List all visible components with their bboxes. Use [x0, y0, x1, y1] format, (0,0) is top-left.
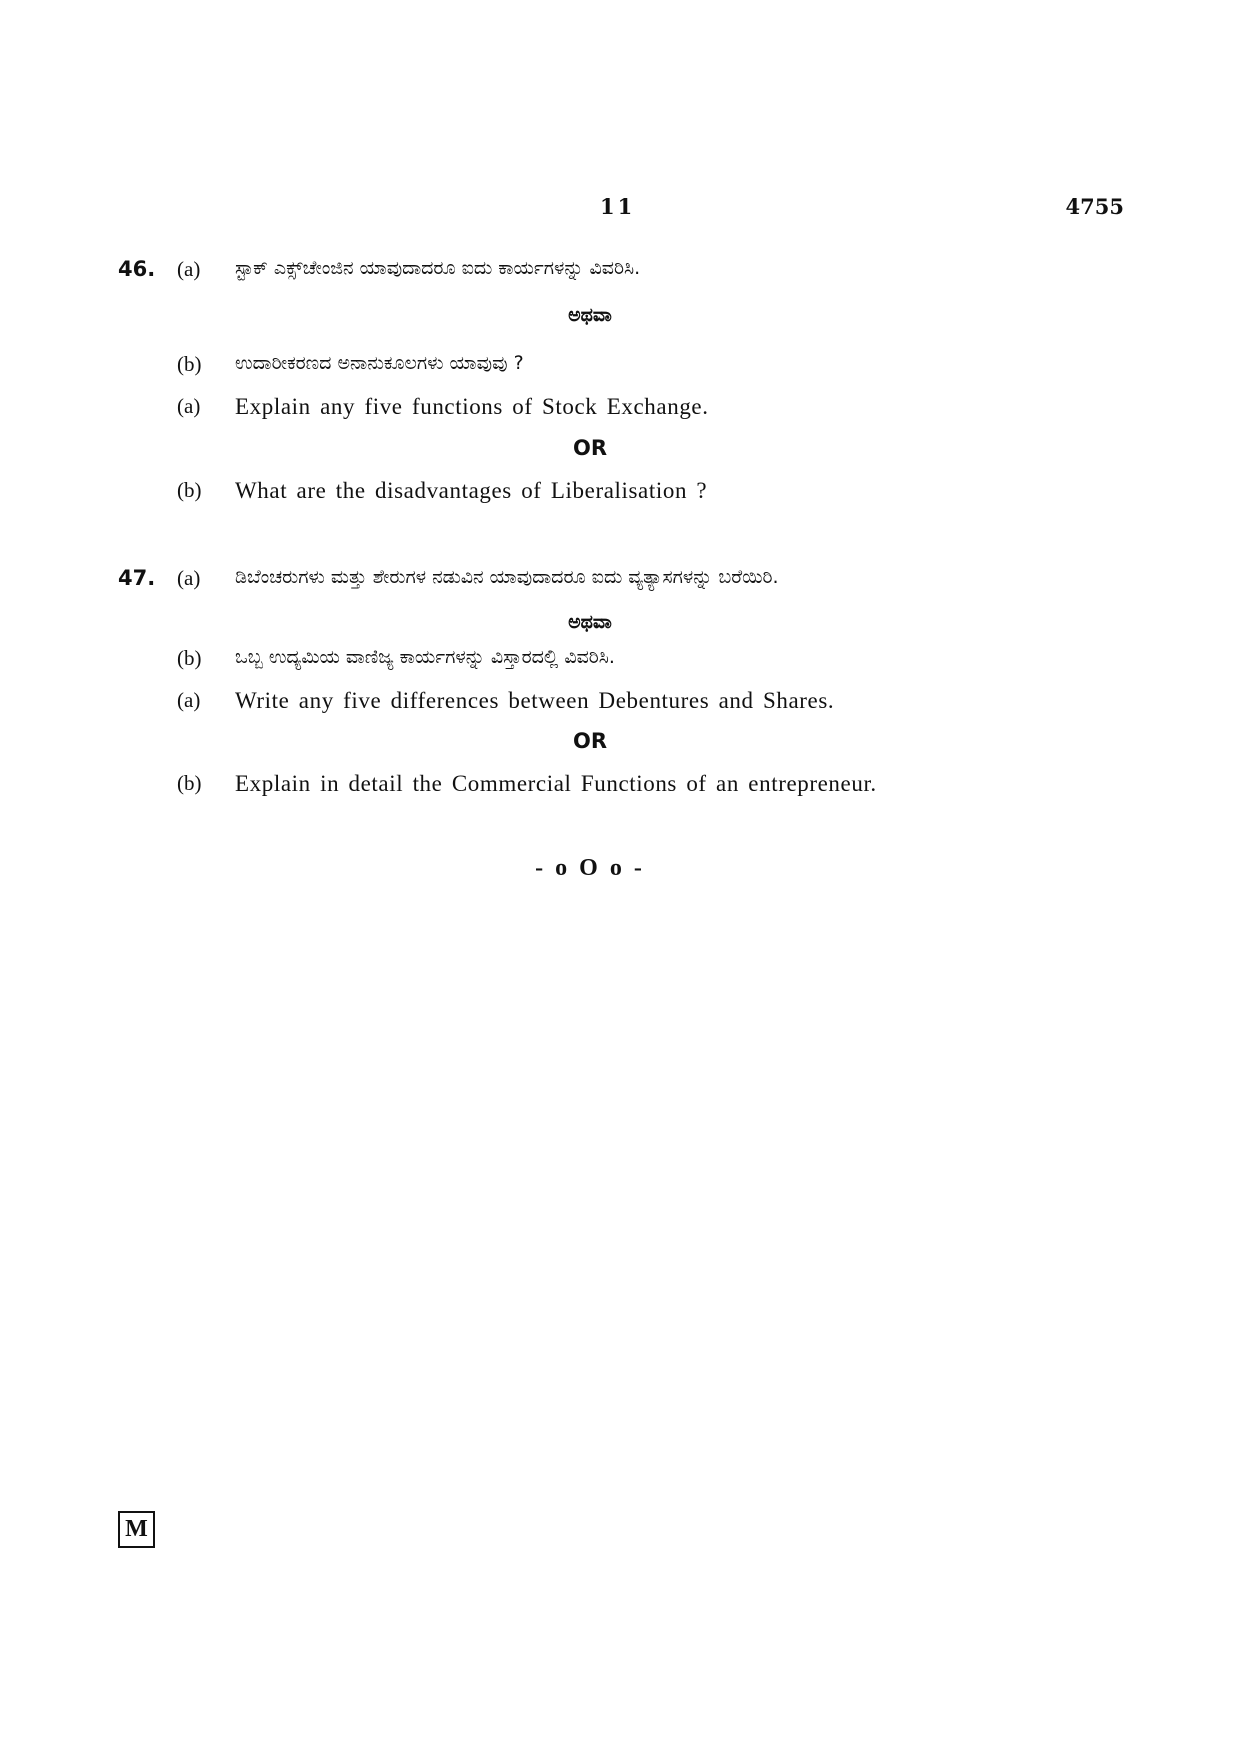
question-part [177, 352, 1140, 382]
or-separator-kannada: ಅಥವಾ [568, 304, 612, 326]
question-number: 47. [118, 566, 156, 590]
medium-mark-box: M [118, 1511, 155, 1548]
question-part [177, 394, 1140, 424]
or-separator-kannada: ಅಥವಾ [568, 611, 612, 633]
question-part [177, 566, 1140, 596]
question-part [177, 646, 1140, 676]
page-number: 11 [600, 194, 636, 219]
question-number: 46. [118, 257, 156, 281]
kannada-question-text: ಒಬ್ಬ ಉದ್ಯಮಿಯ ವಾಣಿಜ್ಯ ಕಾರ್ಯಗಳನ್ನು ವಿಸ್ತಾರದಲ್ಲಿ ವಿವರಿಸಿ. [235, 646, 615, 668]
part-label: (a) [177, 257, 201, 281]
question-part [177, 478, 1140, 508]
question-part [177, 771, 1140, 801]
part-label: (a) [177, 688, 201, 712]
kannada-question-text: ಸ್ಟಾಕ್ ಎಕ್ಸ್‌ಚೇಂಜಿನ ಯಾವುದಾದರೂ ಐದು ಕಾರ್ಯಗಳನ್ನು ವಿವರಿಸಿ. [235, 257, 641, 279]
part-label: (a) [177, 394, 201, 418]
part-label: (a) [177, 566, 201, 590]
end-of-paper-mark: - o O o - [535, 855, 645, 881]
part-label: (b) [177, 478, 202, 502]
kannada-question-text: ಉದಾರೀಕರಣದ ಅನಾನುಕೂಲಗಳು ಯಾವುವು ? [235, 352, 524, 374]
paper-code: 4755 [1065, 194, 1124, 219]
or-separator: OR [572, 729, 608, 753]
part-label: (b) [177, 352, 202, 376]
question-part [177, 688, 1140, 718]
kannada-question-text: ಡಿಬೆಂಚರುಗಳು ಮತ್ತು ಶೇರುಗಳ ನಡುವಿನ ಯಾವುದಾದರೂ ಐದು ವ್ಯತ್ಯಾಸಗಳನ್ನು ಬರೆಯಿರಿ. [235, 566, 779, 588]
english-question-text: Explain any five functions of Stock Exchange. [235, 394, 709, 419]
part-label: (b) [177, 771, 202, 795]
english-question-text: Write any five differences between Debentures and Shares. [235, 688, 835, 713]
english-question-text: Explain in detail the Commercial Functions of an entrepreneur. [235, 771, 877, 796]
or-separator: OR [572, 436, 608, 460]
question-part [177, 257, 1140, 287]
english-question-text: What are the disadvantages of Liberalisation ? [235, 478, 708, 503]
part-label: (b) [177, 646, 202, 670]
